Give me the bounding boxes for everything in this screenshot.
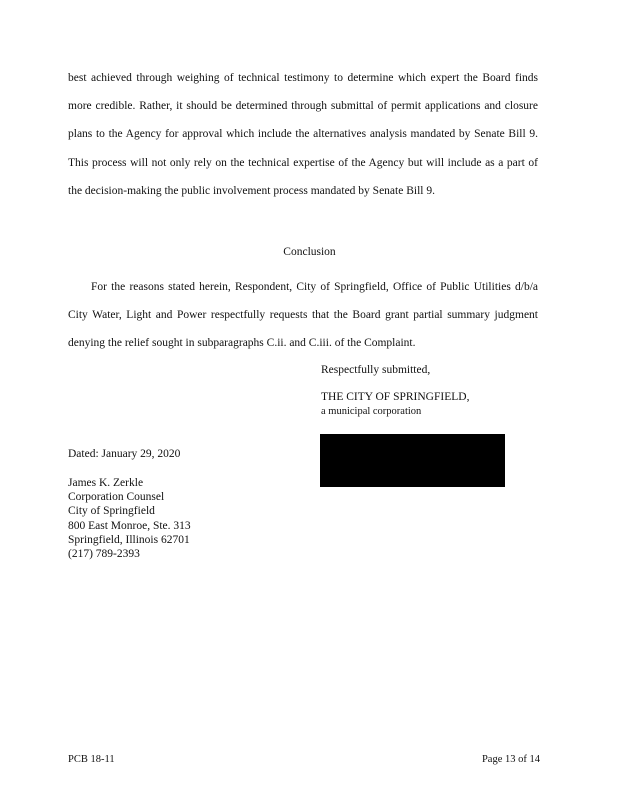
signature-entity: THE CITY OF SPRINGFIELD,: [321, 391, 470, 403]
attorney-address-block: [68, 476, 191, 561]
attorney-title: Corporation Counsel: [68, 491, 165, 504]
attorney-name: James K. Zerkle: [68, 477, 144, 489]
footer-case-number: PCB 18-11: [68, 754, 115, 765]
attorney-phone: (217) 789-2393: [68, 548, 140, 561]
attorney-city-state: Springfield, Illinois 62701: [68, 533, 190, 546]
redacted-signature: [320, 434, 505, 487]
section-heading: Conclusion: [283, 246, 336, 258]
signature-closing: Respectfully submitted,: [321, 364, 431, 376]
footer-page-number: Page 13 of 14: [481, 754, 540, 765]
body-paragraph-2: For the reasons stated herein, Respondent, City of Springfield, Office of Public Utilities d/b/a City Water, Light and Power respectfully requests that the Board grant partial summary judgment denying the relief sought in subparagraphs C.ii. and C.iii. of the Complaint.: [68, 281, 538, 350]
attorney-organization: City of Springfield: [68, 505, 155, 518]
date-line: Dated: January 29, 2020: [68, 448, 181, 460]
signature-entity-type: a municipal corporation: [321, 406, 422, 417]
body-paragraph-1: best achieved through weighing of technical testimony to determine which expert the Board finds more credible. Rather, it should be determined through submittal of permit applications and closure plans to the Agency for approval which include the alternatives analysis mandated by Senate Bill 9. This process will not only rely on the technical expertise of the Agency but will include as a part of the decision-making the public involvement process mandated by Senate Bill 9.: [68, 72, 538, 197]
attorney-street: 800 East Monroe, Ste. 313: [68, 519, 191, 532]
